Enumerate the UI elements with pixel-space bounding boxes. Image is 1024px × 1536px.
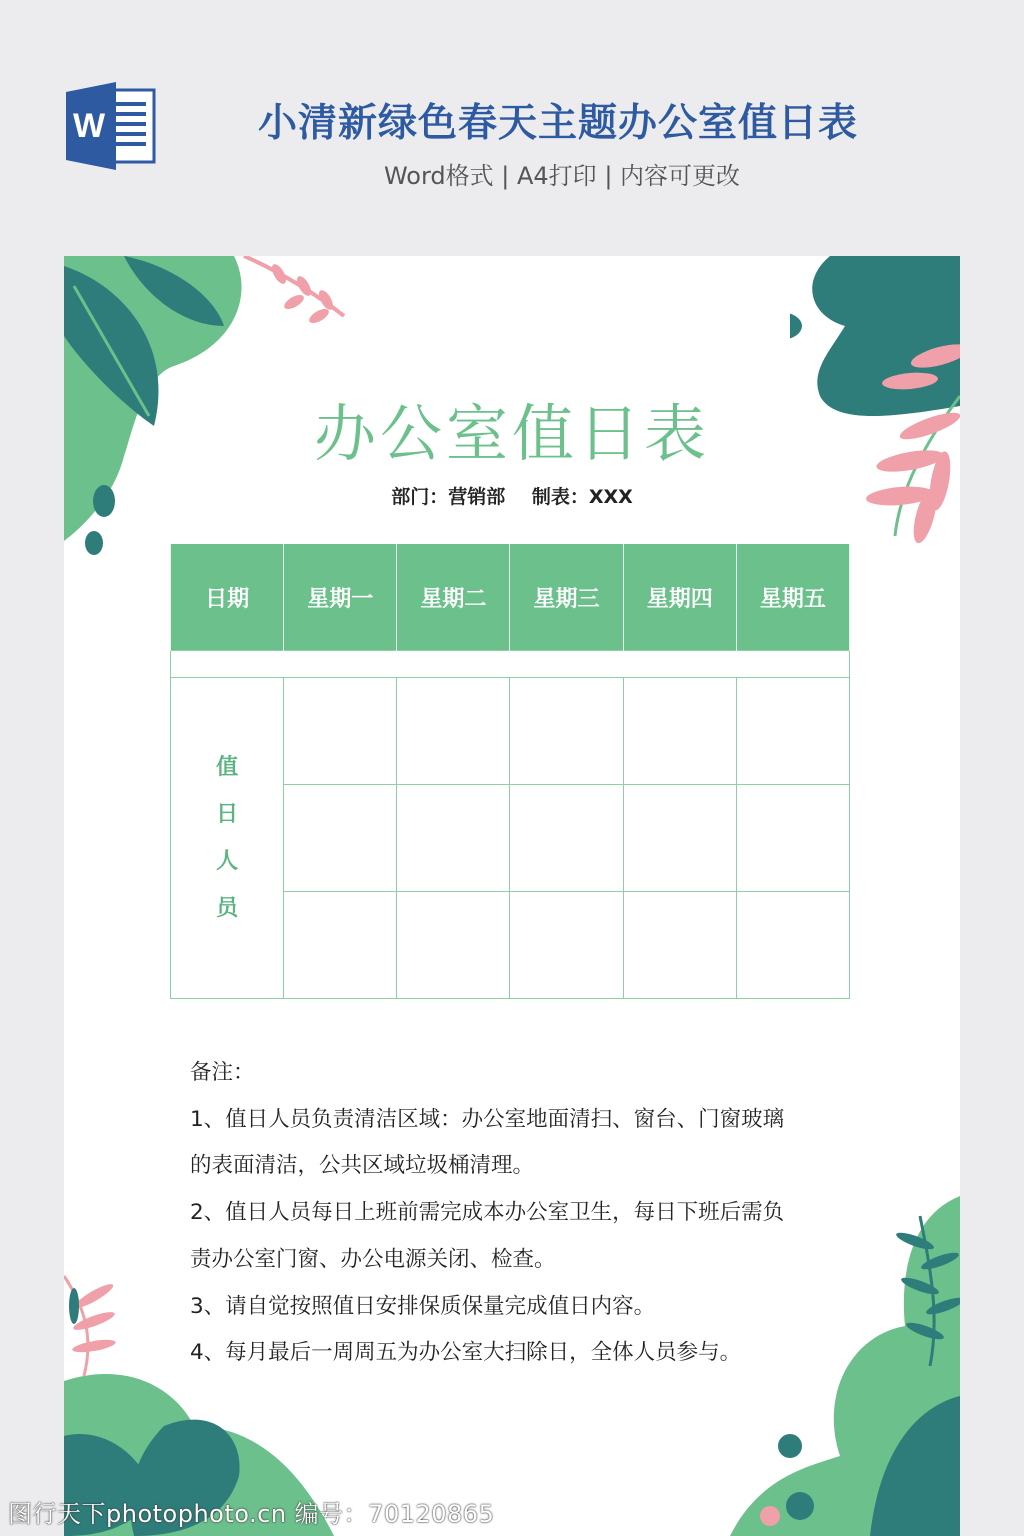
- header-friday: 星期五: [736, 544, 849, 651]
- document-title: 办公室值日表: [313, 397, 710, 470]
- department-label: 部门：营销部: [391, 486, 506, 508]
- side-label-char: 员: [216, 896, 239, 921]
- notes-section: [190, 1050, 870, 1377]
- table-row: [171, 651, 850, 678]
- table-row: [171, 678, 850, 785]
- word-icon-letter: W: [72, 107, 106, 145]
- note-line: 责办公室门窗、办公电源关闭、检查。: [190, 1246, 556, 1272]
- watermark: 图行天下photophoto.cn 编号：70120865: [8, 1500, 495, 1528]
- note-line: 1、值日人员负责清洁区域：办公室地面清扫、窗台、门窗玻璃: [190, 1106, 785, 1132]
- page-subtitle: Word格式 | A4打印 | 内容可更改: [383, 162, 741, 190]
- table-cell[interactable]: [510, 785, 623, 892]
- table-cell[interactable]: [623, 785, 736, 892]
- table-cell[interactable]: [397, 678, 510, 785]
- table-cell[interactable]: [736, 678, 849, 785]
- table-cell[interactable]: [623, 678, 736, 785]
- table-cell[interactable]: [623, 892, 736, 999]
- document-meta: [64, 482, 960, 509]
- header-thursday: 星期四: [623, 544, 736, 651]
- table-cell[interactable]: [397, 892, 510, 999]
- table-cell[interactable]: [510, 892, 623, 999]
- page-title: 小清新绿色春天主题办公室值日表: [257, 101, 858, 146]
- table-cell[interactable]: [736, 785, 849, 892]
- side-label-char: 日: [216, 802, 239, 827]
- side-label-char: 值: [216, 755, 239, 780]
- maker-label: 制表：XXX: [531, 486, 633, 508]
- duty-staff-label: [171, 678, 284, 999]
- note-line: 3、请自觉按照值日安排保质保量完成值日内容。: [190, 1293, 656, 1319]
- table-header-row: [171, 544, 850, 651]
- note-line: 4、每月最后一周周五为办公室大扫除日，全体人员参与。: [190, 1340, 742, 1366]
- table-cell[interactable]: [284, 785, 397, 892]
- note-line: 2、值日人员每日上班前需完成本办公室卫生，每日下班后需负: [190, 1200, 785, 1226]
- table-cell[interactable]: [284, 892, 397, 999]
- duty-table: [170, 544, 850, 999]
- header-monday: 星期一: [284, 544, 397, 651]
- header-wednesday: 星期三: [510, 544, 623, 651]
- table-cell[interactable]: [397, 785, 510, 892]
- side-label-char: 人: [216, 849, 239, 874]
- notes-heading: 备注：: [190, 1060, 255, 1085]
- table-cell[interactable]: [171, 651, 850, 678]
- header-date: 日期: [171, 544, 284, 651]
- table-cell[interactable]: [284, 678, 397, 785]
- header-tuesday: 星期二: [397, 544, 510, 651]
- note-line: 的表面清洁，公共区域垃圾桶清理。: [190, 1153, 535, 1179]
- table-cell[interactable]: [736, 892, 849, 999]
- table-cell[interactable]: [510, 678, 623, 785]
- document-page: [64, 256, 960, 1536]
